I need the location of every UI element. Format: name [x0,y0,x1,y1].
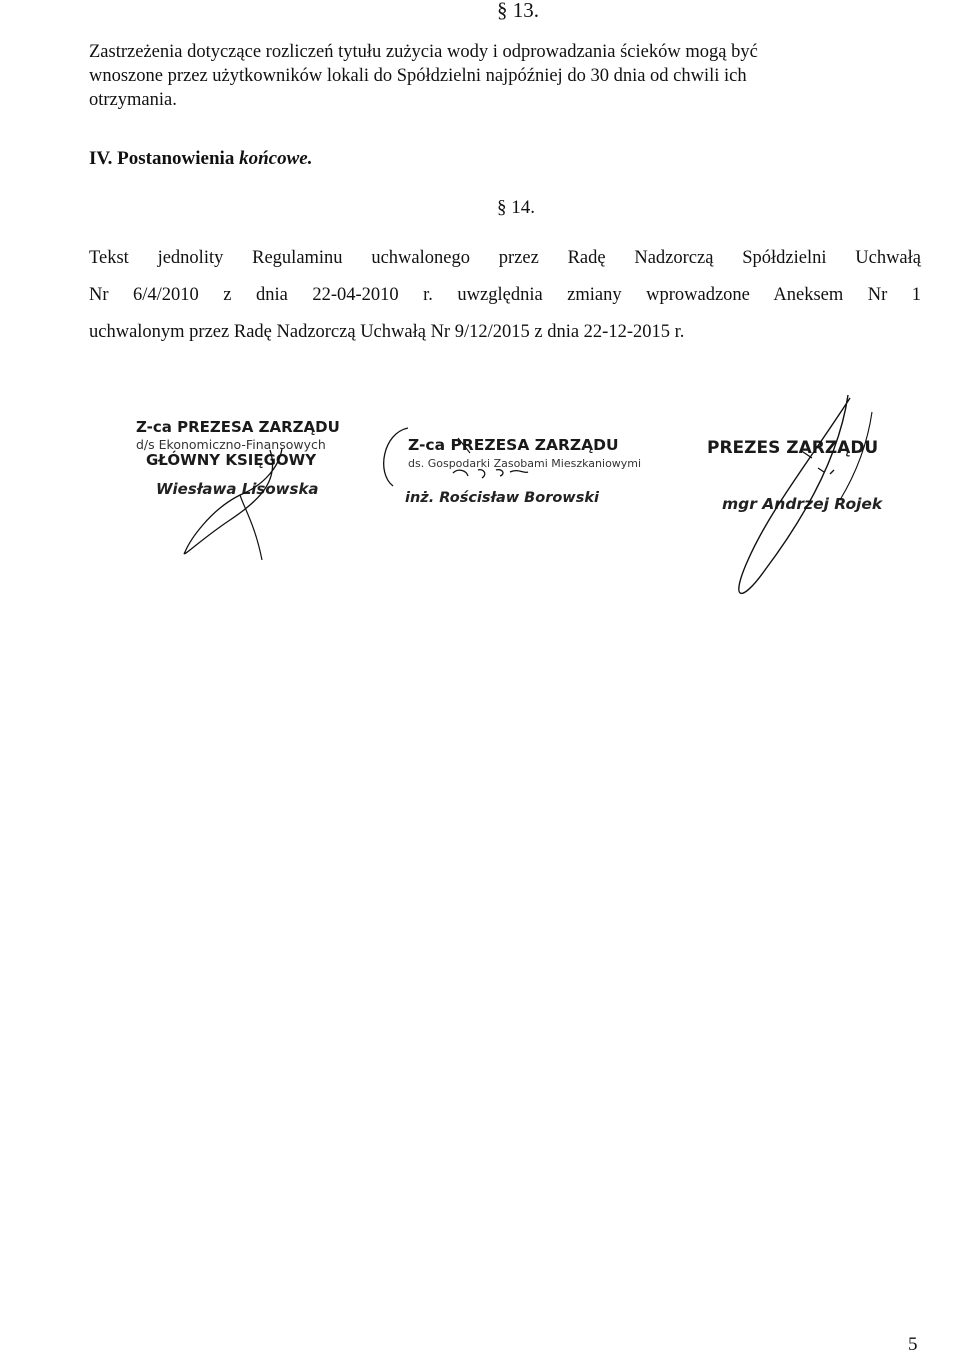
paragraph-line: uchwalonym przez Radę Nadzorczą Uchwałą Nr 9/12/2015 z dnia 22-12-2015 r. [89,322,685,342]
stamp-left-name: Wiesława Lisowska [156,480,319,498]
stamp-middle-title: Z-ca PREZESA ZARZĄDU [408,436,619,454]
heading-italic: końcowe. [239,148,313,169]
stamp-middle-department: ds. Gospodarki Zasobami Mieszkaniowymi [408,457,642,470]
paragraph-line: wnoszone przez użytkowników lokali do Spółdzielni najpóźniej do 30 dnia od chwili ich [89,66,747,86]
paragraph-line: otrzymania. [89,90,177,110]
heading-prefix: IV. Postanowienia [89,148,240,169]
paragraph-line: Nr 6/4/2010 z dnia 22-04-2010 r. uwzględnia zmiany wprowadzone Aneksem Nr 1 [89,285,921,305]
signature-right [700,390,900,610]
paragraph-line: Zastrzeżenia dotyczące rozliczeń tytułu zużycia wody i odprowadzania ścieków mogą być [89,42,758,62]
section-14-mark: § 14. [497,197,535,218]
page-number: 5 [908,1334,918,1355]
stamp-left-role: GŁÓWNY KSIĘGOWY [146,451,317,469]
paragraph-line: Tekst jednolity Regulaminu uchwalonego przez Radę Nadzorczą Spółdzielni Uchwałą [89,248,921,268]
section-heading-iv [89,148,312,170]
stamp-left-department: d/s Ekonomiczno-Finansowych [136,437,326,452]
signature-left [170,440,320,570]
signature-middle [378,418,578,518]
stamp-right-name: mgr Andrzej Rojek [722,495,883,513]
stamp-right-title: PREZES ZARZĄDU [707,438,879,458]
paragraph-reclamations [89,40,879,112]
section-13-mark: § 13. [497,0,539,22]
stamp-left-title: Z-ca PREZESA ZARZĄDU [136,418,340,436]
stamp-middle-name: inż. Rościsław Borowski [405,490,599,506]
